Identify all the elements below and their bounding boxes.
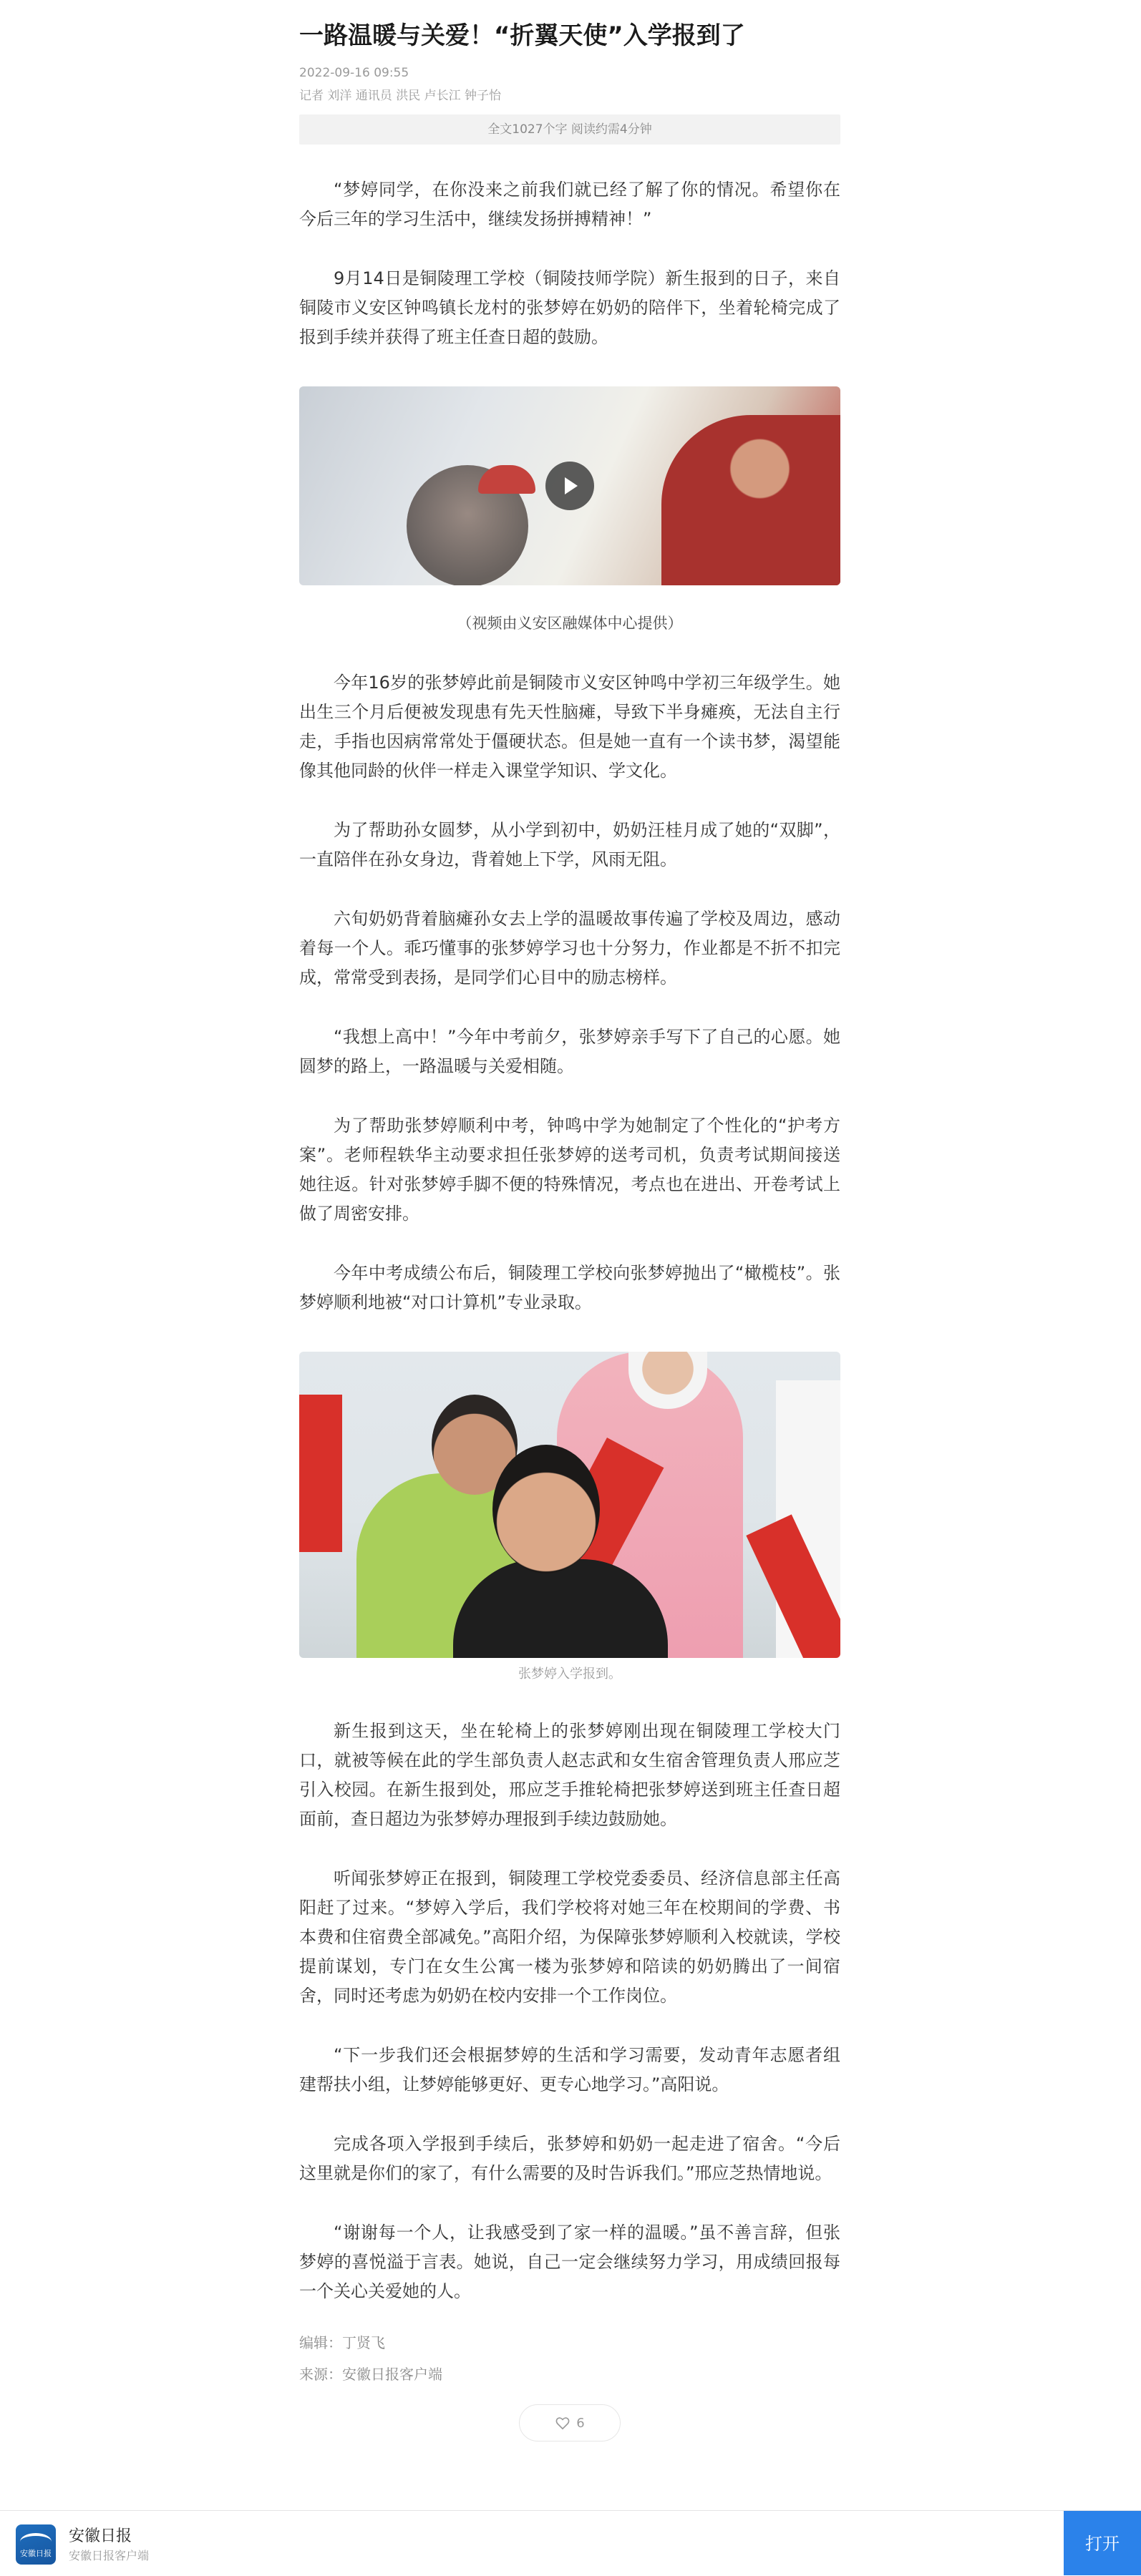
paragraph-10: 听闻张梦婷正在报到，铜陵理工学校党委委员、经济信息部主任高阳赶了过来。“梦婷入学后，我们学校将对她三年在校期间的学费、书本费和住宿费全部减免。”高阳介绍，为保障张梦婷顺利入校就读，学校提前谋划，专门在女生公寓一楼为张梦婷和陪读的奶奶腾出了一间宿舍，同时还考虑为奶奶在校内安排一个工作岗位。 bbox=[299, 1868, 840, 2006]
source-line: 来源：安徽日报客户端 bbox=[299, 2366, 442, 2383]
article-photo[interactable] bbox=[299, 1352, 840, 1658]
app-name: 安徽日报 bbox=[69, 2527, 132, 2545]
publish-date: 2022-09-16 09:55 bbox=[299, 66, 409, 80]
logo-mark: 安徽日报 bbox=[20, 2549, 52, 2558]
paragraph-8: 今年中考成绩公布后，铜陵理工学校向张梦婷抛出了“橄榄枝”。张梦婷顺利地被“对口计算机”专业录取。 bbox=[299, 1263, 840, 1312]
app-logo-icon bbox=[16, 2524, 56, 2565]
paragraph-2: 9月14日是铜陵理工学校（铜陵技师学院）新生报到的日子，来自铜陵市义安区钟鸣镇长龙村的张梦婷在奶奶的陪伴下，坐着轮椅完成了报到手续并获得了班主任查日超的鼓励。 bbox=[299, 268, 840, 347]
video-caption: （视频由义安区融媒体中心提供） bbox=[457, 615, 683, 632]
paragraph-11: “下一步我们还会根据梦婷的生活和学习需要，发动青年志愿者组建帮扶小组，让梦婷能够更好、更专心地学习。”高阳说。 bbox=[299, 2045, 840, 2094]
heart-icon bbox=[555, 2415, 570, 2431]
app-download-bar bbox=[0, 2510, 1141, 2575]
app-subtitle: 安徽日报客户端 bbox=[69, 2549, 150, 2562]
like-button[interactable] bbox=[519, 2404, 621, 2441]
read-info-bar: 全文1027个字 阅读约需4分钟 bbox=[299, 114, 840, 145]
article-title: 一路温暖与关爱！“折翼天使”入学报到了 bbox=[299, 21, 745, 50]
play-icon[interactable] bbox=[545, 462, 594, 510]
paragraph-1: “梦婷同学，在你没来之前我们就已经了解了你的情况。希望你在今后三年的学习生活中，继续发扬拼搏精神！” bbox=[299, 180, 840, 229]
paragraph-5: 六旬奶奶背着脑瘫孙女去上学的温暖故事传遍了学校及周边，感动着每一个人。乖巧懂事的张梦婷学习也十分努力，作业都是不折不扣完成，常常受到表扬，是同学们心目中的励志榜样。 bbox=[299, 909, 840, 987]
video-player[interactable] bbox=[299, 386, 840, 585]
paragraph-3: 今年16岁的张梦婷此前是铜陵市义安区钟鸣中学初三年级学生。她出生三个月后便被发现患有先天性脑瘫，导致下半身瘫痪，无法自主行走，手指也因病常常处于僵硬状态。但是她一直有一个读书梦，渴望能像其他同龄的伙伴一样走入课堂学知识、学文化。 bbox=[299, 673, 840, 781]
like-count: 6 bbox=[576, 2415, 585, 2431]
paragraph-12: 完成各项入学报到手续后，张梦婷和奶奶一起走进了宿舍。“今后这里就是你们的家了，有什么需要的及时告诉我们。”邢应芝热情地说。 bbox=[299, 2134, 840, 2183]
editor-line: 编辑：丁贤飞 bbox=[299, 2334, 385, 2351]
photo-caption: 张梦婷入学报到。 bbox=[518, 1667, 621, 1682]
paragraph-6: “我想上高中！”今年中考前夕，张梦婷亲手写下了自己的心愿。她圆梦的路上，一路温暖与关爱相随。 bbox=[299, 1027, 840, 1076]
paragraph-9: 新生报到这天，坐在轮椅上的张梦婷刚出现在铜陵理工学校大门口，就被等候在此的学生部负责人赵志武和女生宿舍管理负责人邢应芝引入校园。在新生报到处，邢应芝手推轮椅把张梦婷送到班主任查日超面前，查日超边为张梦婷办理报到手续边鼓励她。 bbox=[299, 1721, 840, 1829]
paragraph-7: 为了帮助张梦婷顺利中考，钟鸣中学为她制定了个性化的“护考方案”。老师程轶华主动要求担任张梦婷的送考司机，负责考试期间接送她往返。针对张梦婷手脚不便的特殊情况，考点也在进出、开卷考试上做了周密安排。 bbox=[299, 1116, 840, 1224]
paragraph-4: 为了帮助孙女圆梦，从小学到初中，奶奶汪桂月成了她的“双脚”，一直陪伴在孙女身边，背着她上下学，风雨无阻。 bbox=[299, 820, 840, 869]
paragraph-13: “谢谢每一个人，让我感受到了家一样的温暖。”虽不善言辞，但张梦婷的喜悦溢于言表。她说，自己一定会继续努力学习，用成绩回报每一个关心关爱她的人。 bbox=[299, 2223, 840, 2301]
open-app-button[interactable]: 打开 bbox=[1064, 2511, 1141, 2575]
reporters: 记者 刘洋 通讯员 洪民 卢长江 钟子怡 bbox=[299, 89, 502, 103]
article bbox=[299, 0, 840, 2385]
